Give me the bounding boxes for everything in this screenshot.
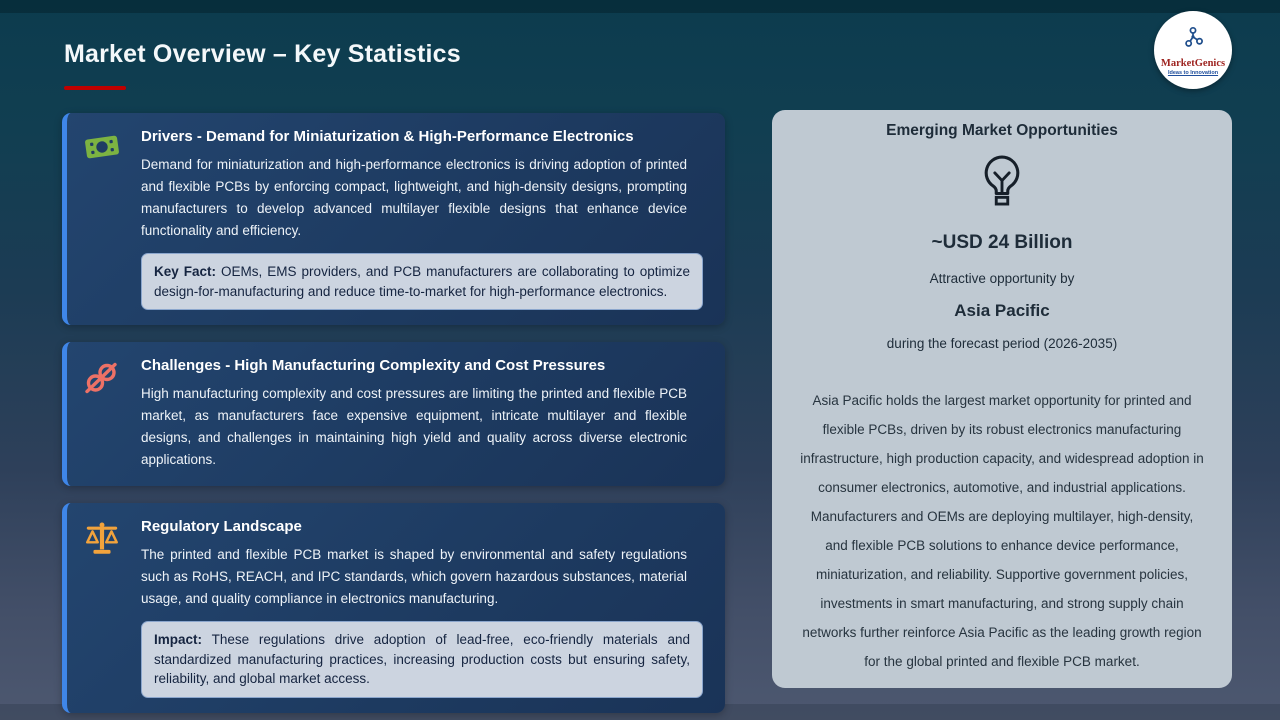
lightbulb-icon	[798, 153, 1206, 211]
regulatory-card	[62, 503, 725, 713]
card-title: Regulatory Landscape	[141, 518, 302, 536]
molecule-icon	[1180, 25, 1206, 56]
opportunity-panel-title: Emerging Market Opportunities	[886, 122, 1118, 139]
page-title: Market Overview – Key Statistics	[64, 40, 461, 68]
opportunity-period: during the forecast period (2026-2035)	[886, 336, 1118, 351]
card-title: Drivers - Demand for Miniaturization & High-Performance Electronics	[141, 128, 634, 145]
callout-label: Impact:	[154, 632, 203, 648]
opportunity-subtitle: Attractive opportunity by	[929, 271, 1075, 286]
opportunity-value: ~USD 24 Billion	[931, 232, 1073, 253]
key-fact-callout	[141, 253, 703, 310]
drivers-card	[62, 113, 725, 325]
logo	[1154, 11, 1232, 89]
opportunity-description: Asia Pacific holds the largest market opportunity for printed and flexible PCBs, driven by its robust electronics manufacturing infrastructure, high production capacity, and widespread adoption in consumer electronics, automotive, and industrial applications. Manufacturers and OEMs are deploying multilayer, high-density, and flexible PCB solutions to enhance device performance, miniaturization, and reliability. Supportive government policies, investments in smart manufacturing, and strong supply chain networks further reinforce Asia Pacific as the leading growth region for the global printed and flexible PCB market.	[800, 393, 1204, 670]
logo-name: MarketGenics	[1160, 57, 1226, 69]
title-underline	[64, 86, 126, 90]
opportunity-panel	[772, 110, 1232, 688]
cards-column	[62, 113, 725, 713]
unlink-icon	[83, 357, 121, 471]
callout-label: Key Fact:	[154, 264, 217, 279]
card-body: High manufacturing complexity and cost pressures are limiting the printed and flexible PCB market, as manufacturers face expensive equipment, intricate multilayer and flexible designs, and challenges in maintaining high yield and quality across diverse electronic applications.	[141, 386, 687, 468]
logo-tagline: Ideas to Innovation	[1167, 69, 1219, 76]
challenges-card	[62, 342, 725, 486]
money-bill-icon	[83, 128, 121, 310]
callout-text: These regulations drive adoption of lead-free, eco-friendly materials and standardized manufacturing practices, increasing production costs but ensuring safety, reliability, and global market access.	[154, 632, 690, 687]
card-body: The printed and flexible PCB market is shaped by environmental and safety regulations such as RoHS, REACH, and IPC standards, which govern hazardous substances, material usage, and quality compliance in electronics manufacturing.	[141, 547, 687, 607]
scale-icon	[83, 518, 121, 698]
impact-callout	[141, 621, 703, 698]
card-title: Challenges - High Manufacturing Complexity and Cost Pressures	[141, 357, 606, 375]
top-strip	[0, 0, 1280, 13]
card-body: Demand for miniaturization and high-performance electronics is driving adoption of printed and flexible PCBs by enforcing compact, lightweight, and high-density designs, prompting manufacturers to develop advanced multilayer flexible designs that enhance device functionality and efficiency.	[141, 157, 687, 238]
opportunity-region: Asia Pacific	[954, 301, 1050, 320]
callout-text: OEMs, EMS providers, and PCB manufacturers are collaborating to optimize design-for-manufacturing and reduce time-to-market for high-performance electronics.	[154, 264, 690, 299]
